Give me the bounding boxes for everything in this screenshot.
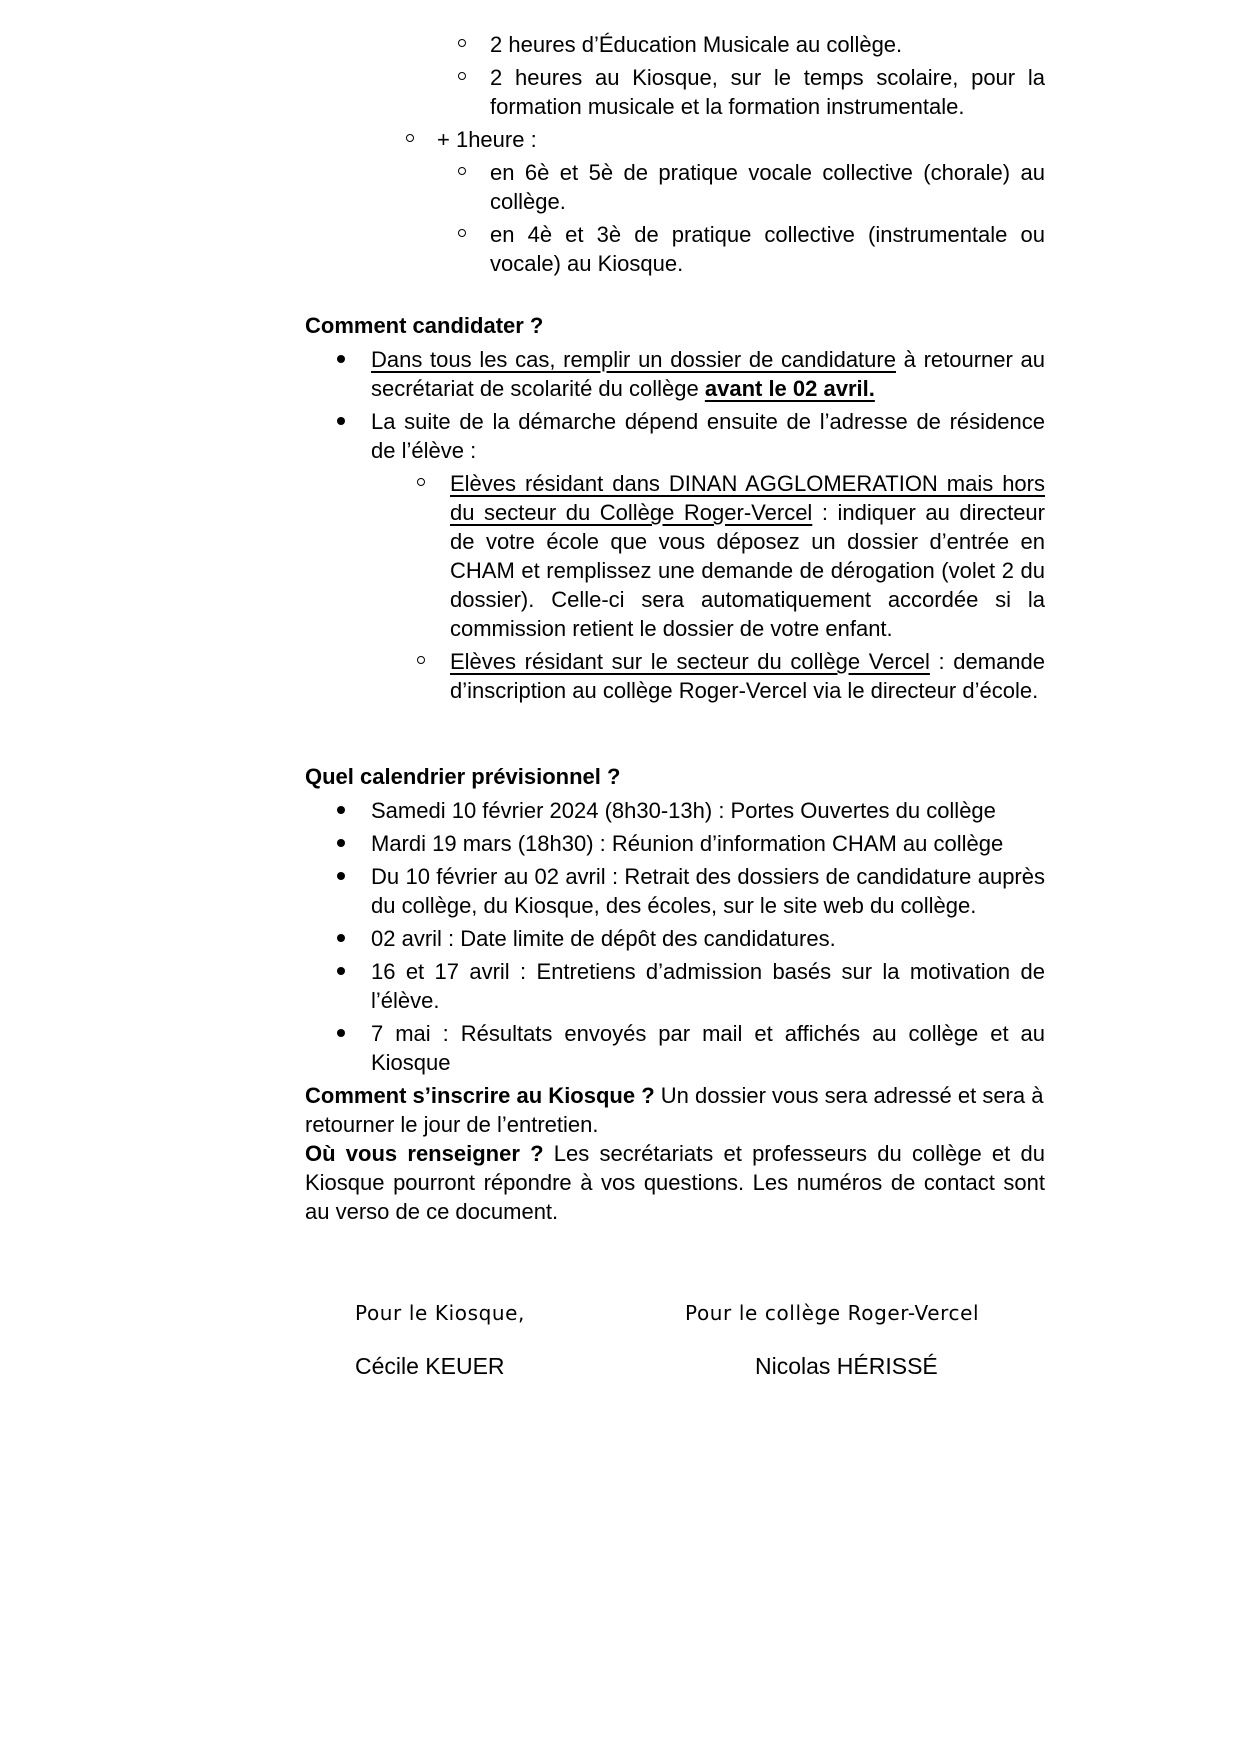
deadline-text: avant le 02 avril.	[704, 376, 875, 401]
calendar-item-text: Samedi 10 février 2024 (8h30-13h) : Portes Ouvertes du collège	[371, 798, 996, 823]
list-item-text: en 4è et 3è de pratique collective (instrumentale ou vocale) au Kiosque.	[490, 222, 1045, 276]
bullet-circle-icon	[458, 39, 466, 47]
bullet-dot-icon	[337, 355, 345, 363]
bullet-dot-icon	[337, 1029, 345, 1037]
list-item-text: 2 heures d’Éducation Musicale au collège.	[490, 32, 903, 57]
list-item	[305, 647, 1045, 705]
list-item	[305, 30, 1045, 59]
calendar-item-text: 7 mai : Résultats envoyés par mail et affichés au collège et au Kiosque	[371, 1021, 1045, 1075]
list-item	[305, 220, 1045, 278]
list-item-text: + 1heure :	[437, 127, 537, 152]
list-item	[305, 796, 1045, 825]
paragraph-inscription	[305, 1081, 1045, 1139]
renseigner-bold-text: Où vous renseigner ?	[305, 1141, 544, 1166]
list-item	[305, 63, 1045, 121]
bullet-circle-icon	[458, 167, 466, 175]
bullet-circle-icon	[458, 229, 466, 237]
inscription-bold-text: Comment s’inscrire au Kiosque ?	[305, 1083, 655, 1108]
bullet-dot-icon	[337, 839, 345, 847]
inscription-rest-text: Un dossier vous sera adressé et sera à retourner le jour de l’entretien.	[305, 1083, 1044, 1137]
bullet-circle-icon	[406, 134, 414, 142]
list-item	[305, 469, 1045, 643]
list-item-text: 2 heures au Kiosque, sur le temps scolaire, pour la formation musicale et la formation instrumentale.	[490, 65, 1045, 119]
list-item	[305, 862, 1045, 920]
secteur-vercel-rest-text: : demande d’inscription au collège Roger-Vercel via le directeur d’école.	[450, 649, 1046, 703]
secteur-vercel-underlined-text: Elèves résidant sur le secteur du collège Vercel	[450, 649, 930, 674]
section-heading-candidater: Comment candidater ?	[305, 313, 544, 338]
list-item	[305, 957, 1045, 1015]
calendar-list	[305, 796, 1045, 1077]
list-item-text: en 6è et 5è de pratique vocale collective (chorale) au collège.	[490, 160, 1045, 214]
candidature-underlined-text: Dans tous les cas, remplir un dossier de candidature	[371, 347, 896, 372]
calendar-item-text: Du 10 février au 02 avril : Retrait des dossiers de candidature auprès du collège, du Kiosque, des écoles, sur le site web du collège.	[371, 864, 1045, 918]
dinan-agglomeration-rest-text: : indiquer au directeur de votre école que vous déposez un dossier d’entrée en CHAM et remplissez une demande de dérogation (volet 2 du dossier). Celle-ci sera automatiquement accordée si la commission retient le dossier de votre enfant.	[450, 500, 1045, 641]
candidature-middle-text: à retourner au secrétariat de scolarité du collège	[371, 347, 1046, 401]
signature-block	[305, 1299, 1045, 1429]
bullet-circle-icon	[417, 656, 425, 664]
section-heading-calendrier: Quel calendrier prévisionnel ?	[305, 764, 621, 789]
list-item	[305, 407, 1045, 465]
signature-role-kiosque: Pour le Kiosque,	[355, 1301, 526, 1325]
bullet-dot-icon	[337, 417, 345, 425]
calendar-item-text: 02 avril : Date limite de dépôt des candidatures.	[371, 926, 836, 951]
list-item	[305, 924, 1045, 953]
dinan-agglomeration-underlined-text: Elèves résidant dans DINAN AGGLOMERATION mais hors du secteur du Collège Roger-Vercel	[450, 471, 1045, 525]
signature-name-college: Nicolas HÉRISSÉ	[755, 1353, 938, 1379]
intro-list	[305, 30, 1045, 278]
bullet-circle-icon	[417, 478, 425, 486]
paragraph-renseigner	[305, 1139, 1045, 1226]
list-item	[305, 829, 1045, 858]
bullet-dot-icon	[337, 934, 345, 942]
list-item	[305, 158, 1045, 216]
signature-name-kiosque: Cécile KEUER	[355, 1353, 505, 1379]
calendar-item-text: Mardi 19 mars (18h30) : Réunion d’information CHAM au collège	[371, 831, 1004, 856]
list-item-text: La suite de la démarche dépend ensuite de l’adresse de résidence de l’élève :	[371, 409, 1045, 463]
signature-role-college: Pour le collège Roger-Vercel	[685, 1301, 980, 1325]
renseigner-rest-text: Les secrétariats et professeurs du collège et du Kiosque pourront répondre à vos questions. Les numéros de contact sont au verso de ce document.	[305, 1141, 1045, 1224]
bullet-dot-icon	[337, 806, 345, 814]
bullet-dot-icon	[337, 872, 345, 880]
calendar-item-text: 16 et 17 avril : Entretiens d’admission basés sur la motivation de l’élève.	[371, 959, 1045, 1013]
list-item	[305, 1019, 1045, 1077]
bullet-dot-icon	[337, 967, 345, 975]
list-item	[305, 125, 1045, 154]
list-item	[305, 345, 1045, 403]
bullet-circle-icon	[458, 72, 466, 80]
